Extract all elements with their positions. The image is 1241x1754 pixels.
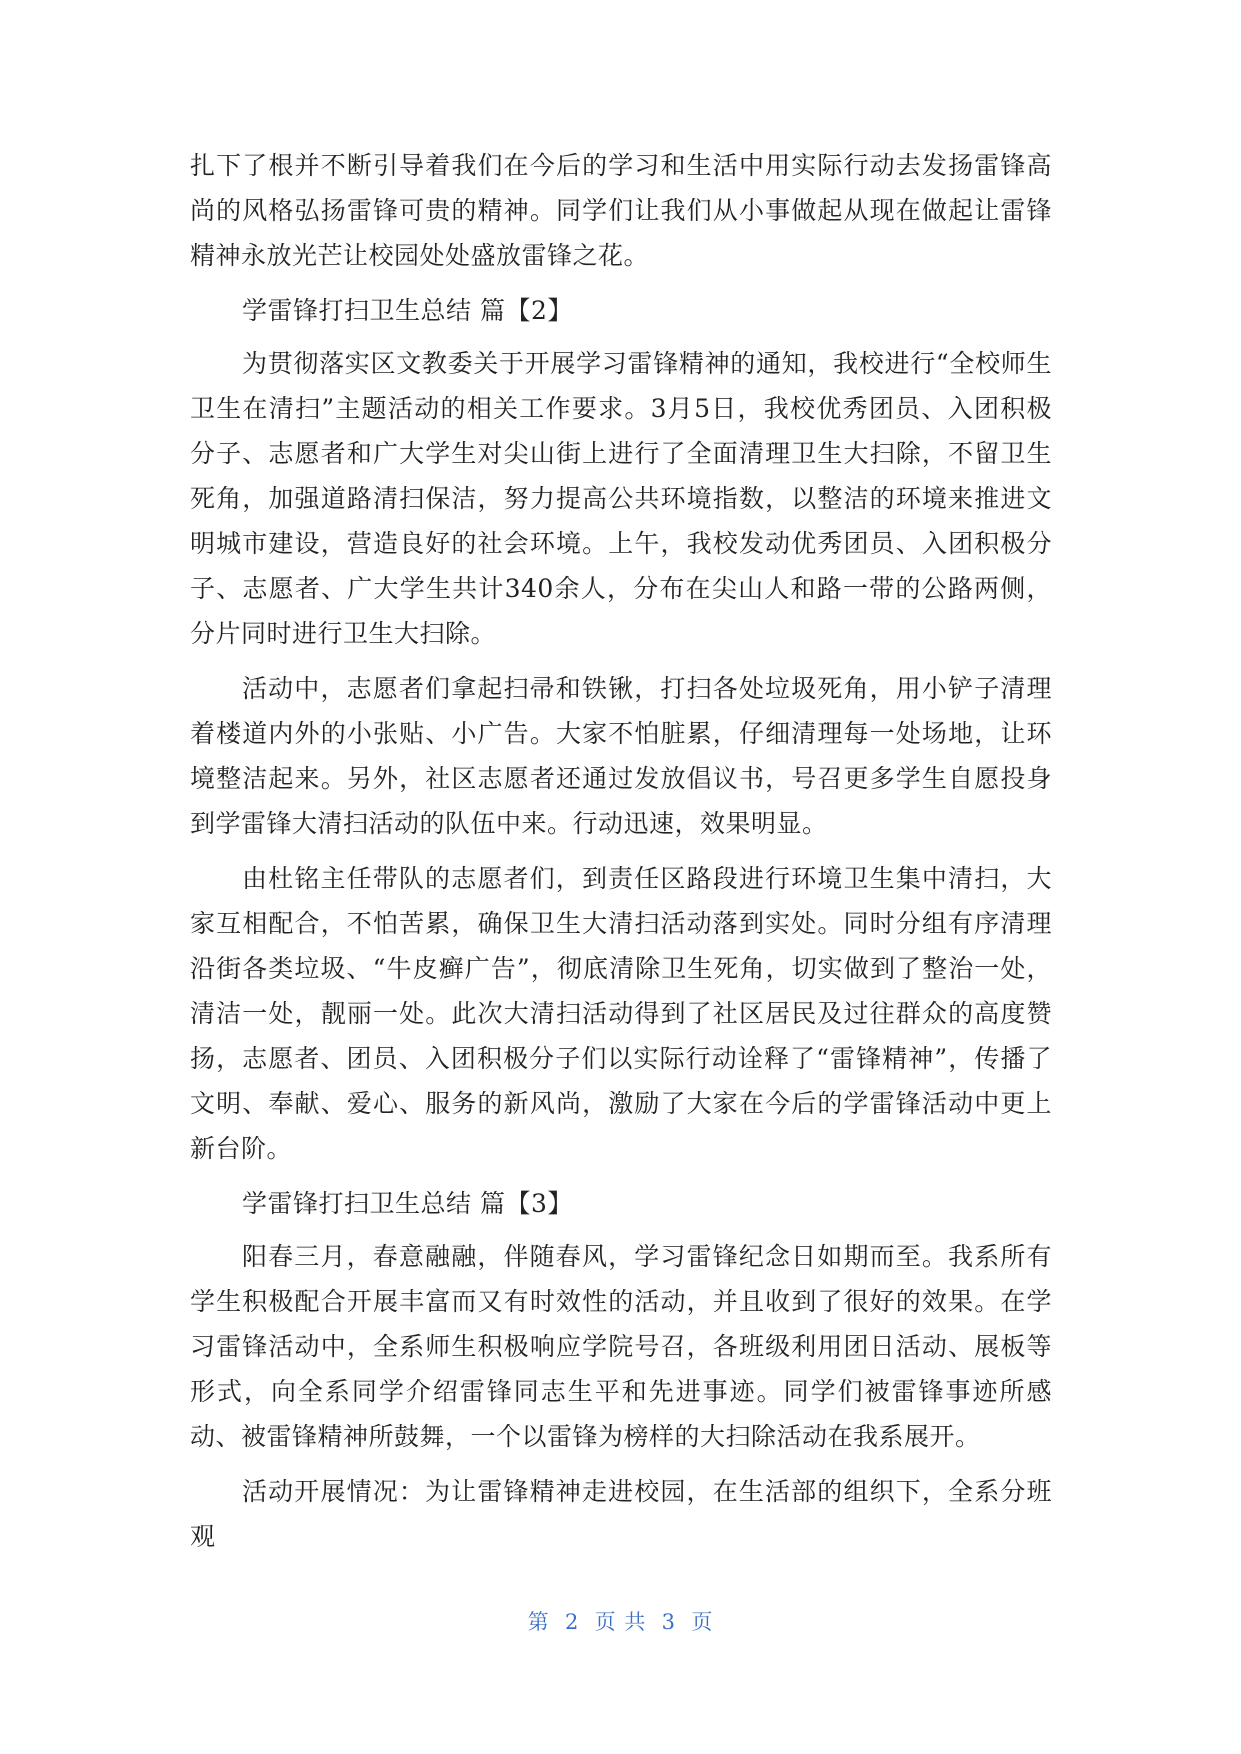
paragraph-continuation: 扎下了根并不断引导着我们在今后的学习和生活中用实际行动去发扬雷锋高尚的风格弘扬雷锋可贵的精神。同学们让我们从小事做起从现在做起让雷锋精神永放光芒让校园处处盛放雷锋之花。: [190, 151, 1052, 270]
section-heading-3: 学雷锋打扫卫生总结 篇【3】: [242, 1189, 573, 1218]
section-heading-2: 学雷锋打扫卫生总结 篇【2】: [242, 296, 573, 325]
document-body: [190, 143, 1052, 1569]
paragraph: 由杜铭主任带队的志愿者们，到责任区路段进行环境卫生集中清扫，大家互相配合，不怕苦累，确保卫生大清扫活动落到实处。同时分组有序清理沿街各类垃圾、“牛皮癣广告”，彻底清除卫生死角，切实做到了整治一处，清洁一处，靓丽一处。此次大清扫活动得到了社区居民及过往群众的高度赞扬，志愿者、团员、入团积极分子们以实际行动诠释了“雷锋精神”，传播了文明、奉献、爱心、服务的新风尚，激励了大家在今后的学雷锋活动中更上新台阶。: [190, 864, 1052, 1163]
page-number-footer: 第 2 页 共 3 页: [527, 1610, 714, 1634]
paragraph: 活动中，志愿者们拿起扫帚和铁锹，打扫各处垃圾死角，用小铲子清理着楼道内外的小张贴、小广告。大家不怕脏累，仔细清理每一处场地，让环境整洁起来。另外，社区志愿者还通过发放倡议书，号召更多学生自愿投身到学雷锋大清扫活动的队伍中来。行动迅速，效果明显。: [190, 674, 1052, 838]
paragraph: 阳春三月，春意融融，伴随春风，学习雷锋纪念日如期而至。我系所有学生积极配合开展丰富而又有时效性的活动，并且收到了很好的效果。在学习雷锋活动中，全系师生积极响应学院号召，各班级利用团日活动、展板等形式，向全系同学介绍雷锋同志生平和先进事迹。同学们被雷锋事迹所感动、被雷锋精神所鼓舞，一个以雷锋为榜样的大扫除活动在我系展开。: [190, 1242, 1052, 1451]
paragraph: 活动开展情况：为让雷锋精神走进校园，在生活部的组织下，全系分班观: [190, 1477, 1052, 1551]
paragraph: 为贯彻落实区文教委关于开展学习雷锋精神的通知，我校进行“全校师生卫生在清扫”主题活动的相关工作要求。3月5日，我校优秀团员、入团积极分子、志愿者和广大学生对尖山街上进行了全面清理卫生大扫除，不留卫生死角，加强道路清扫保洁，努力提高公共环境指数，以整洁的环境来推进文明城市建设，营造良好的社会环境。上午，我校发动优秀团员、入团积极分子、志愿者、广大学生共计340余人，分布在尖山人和路一带的公路两侧，分片同时进行卫生大扫除。: [190, 349, 1052, 648]
